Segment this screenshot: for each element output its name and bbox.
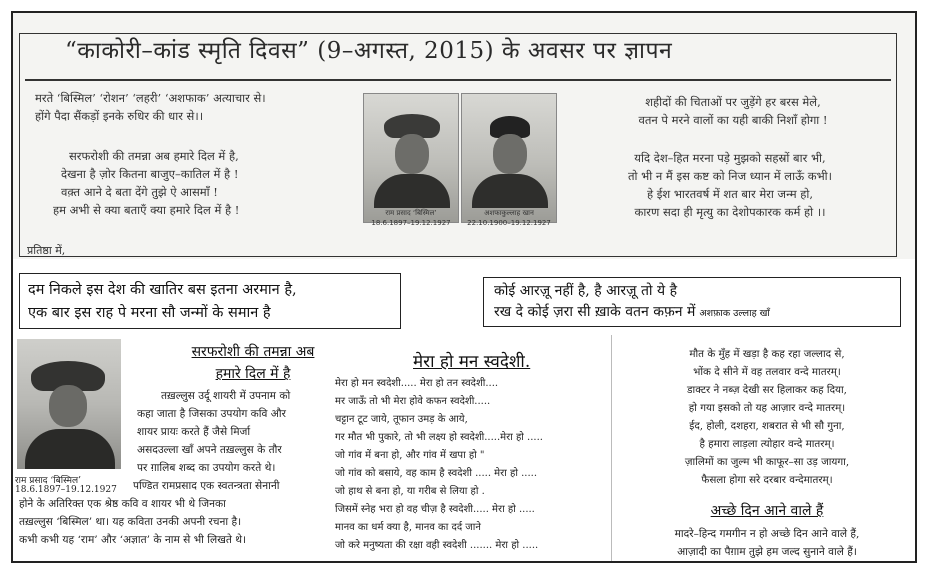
document-frame [11,11,917,563]
paragraph-line: शायर प्रायः करते हैं जैसे मिर्जा [137,426,251,438]
article-heading [163,341,343,385]
poem-line: भोंक दे सीने में वह तलवार वन्दे मातरम्। [693,366,841,378]
portrait-dates: 18.6.1897–19.12.1927 [371,219,451,227]
poem-line: जो गांव को बसाये, वह काम है स्वदेशी ..... मेरा हो ..... [335,468,537,479]
vande-mataram-poem [619,345,915,489]
title-divider [25,79,891,81]
article-paragraph [133,387,291,495]
poem-line: फैसला होगा सरे दरबार वन्देमातरम्। [701,474,833,486]
left-poem-line: देखना है ज़ोर कितना बाजुए–कातिल में है ! [61,167,239,181]
right-poem-line: यदि देश–हित मरना पड़े मुझको सहस्रों बार भी, [634,151,826,165]
paragraph-line: असदउल्ला खाँ अपने तख़ल्लुस के तौर [137,444,282,456]
portrait-caption: राम प्रसाद ‘बिस्मिल’ [15,476,81,486]
right-poem-line: कारण सदा ही मृत्यु का देशोपकारक कर्म हो ।। [634,205,826,219]
poem-line: आज़ादी का पैग़ाम तुझे हम जल्द सुनाने वाले हैं। [677,546,857,558]
bottom-clipping [13,269,915,563]
heading-line: सरफरोशी की तमन्ना अब [191,344,315,360]
quote-box-left [19,273,401,329]
poem-line: हो गया इसको तो यह आज़ार वन्दे मातरम्। [688,402,846,414]
top-clipping [13,13,915,259]
bismil-portrait [363,93,459,223]
right-poem-line: हे ईश भारतवर्ष में शत बार मेरा जन्म हो, [646,187,814,201]
poem-line: जो करे मनुष्यता की रक्षा वही स्वदेशी ....... मेरा हो ..... [335,540,539,551]
quote-line: दम निकले इस देश की खातिर बस इतना अरमान है, [28,282,297,298]
portrait-dates: 18.6.1897–19.12.1927 [15,485,117,495]
poem-line: है हमारा लाड़ला त्योहार वन्दे मातरम्। [699,438,835,450]
quote-line: रख दे कोई ज़रा सी ख़ाके वतन कफ़न में [494,304,696,320]
quote-line: एक बार इस राह पे मरना सौ जन्मों के समान है [28,305,271,321]
poem-line: मेरा हो मन स्वदेशी..... मेरा हो तन स्वदेशी.... [335,378,499,389]
poem-line: जो गांव में बना हो, और गांव में खपा हो " [335,450,485,461]
right-intro-line: वतन पे मरने वालों का यही बाकी निशाँ होगा ! [638,113,828,127]
memorandum-title: “काकोरी–कांड स्मृति दिवस” (9–अगस्त, 2015) के अवसर पर ज्ञापन [65,38,673,64]
poem-line: ज़ालिमों का जुल्म भी काफूर–सा उड़ जायगा, [684,456,850,468]
clipping-gap [13,259,915,269]
bismil-portrait-large [17,339,121,469]
article-paragraph-full [19,495,246,549]
poem-line: गर मौत भी पुकारे, तो भी लक्ष्य हो स्वदेशी.....मेरा हो ..... [335,432,543,443]
paragraph-line: तख़ल्लुस ‘बिस्मिल’ था। यह कविता उनकी अपनी रचना है। [19,516,242,528]
ashfaq-portrait [461,93,557,223]
left-intro-line: मरते ‘बिस्मिल’ ‘रोशन’ ‘लहरी’ ‘अशफाक’ अत्याचार से। [35,91,266,105]
poem-line: मर जाऊँ तो भी मेरा होवे कफन स्वदेशी..... [335,396,491,407]
left-poem-line: हम अभी से क्या बताएँ क्या हमारे दिल में है ! [53,203,240,217]
left-intro-line: होंगे पैदा सैंकड़ों इनके रुधिर की धार से।। [35,109,204,123]
paragraph-line: पर ग़ालिब शब्द का उपयोग करते थे। [137,462,276,474]
paragraph-line: कभी कभी यह ‘राम’ और ‘अज्ञात’ के नाम से भी लिखते थे। [19,534,247,546]
quote-author: अशफ़ाक उल्लाह खाँ [699,308,770,319]
poem-line: डाक्टर ने नब्ज़ देखी सर हिलाकर कह दिया, [687,384,847,396]
paragraph-line: कहा जाता है जिसका उपयोग कवि और [137,408,286,420]
paragraph-line: होने के अतिरिक्त एक श्रेष्ठ कवि व शायर भी थे जिनका [19,498,226,510]
quote-box-right [483,277,901,327]
addressee-label: प्रतिष्ठा में, [27,244,66,257]
poem-heading: अच्छे दिन आने वाले हैं [710,503,824,519]
poem-line: जो हाथ से बना हो, या गरीब से लिया हो . [335,486,485,497]
quote-line: कोई आरज़ू नहीं है, है आरज़ू तो ये है [494,283,678,299]
poem-body [335,375,543,555]
poem-heading: मेरा हो मन स्वदेशी. [413,352,531,372]
poem-line: मादरे–हिन्द गमगीन न हो अच्छे दिन आने वाले हैं, [674,528,860,540]
left-poem-line: सरफरोशी की तमन्ना अब हमारे दिल में है, [69,149,239,163]
ache-din-poem [619,525,915,561]
right-intro-line: शहीदों की चिताओं पर जुड़ेंगे हर बरस मेले, [645,95,821,109]
right-poem-line: तो भी न मैं इस कष्ट को निज ध्यान में लाऊँ कभी। [627,169,833,183]
left-poem-line: वक़्त आने दे बता देंगे तुझे ऐ आसमाँ ! [61,185,218,199]
column-divider [611,335,612,563]
poem-line: मौत के मुँह में खड़ा है कह रहा जल्लाद से, [689,348,845,360]
paragraph-line: पण्डित रामप्रसाद एक स्वतन्त्रता सेनानी [133,480,280,492]
poem-line: मानव का धर्म क्या है, मानव का दर्द जाने [335,522,481,533]
poem-line: चट्टान टूट जाये, तूफान उमड़ के आये, [335,414,468,425]
portrait-caption: अशफाकुल्लाह खान [484,209,534,217]
paragraph-line: तख़ल्लुस उर्दू शायरी में उपनाम को [161,390,291,402]
heading-line: हमारे दिल में है [215,366,291,382]
poem-line: जिसमें स्नेह भरा हो वह चीज़ है स्वदेशी..... मेरा हो ..... [335,504,535,515]
portrait-dates: 22.10.1900–19.12.1927 [467,219,551,227]
poem-line: ईद, होली, दशहरा, शबरात से भी सौ गुना, [689,420,845,432]
portrait-caption: राम प्रसाद ‘बिस्मिल’ [385,209,437,217]
